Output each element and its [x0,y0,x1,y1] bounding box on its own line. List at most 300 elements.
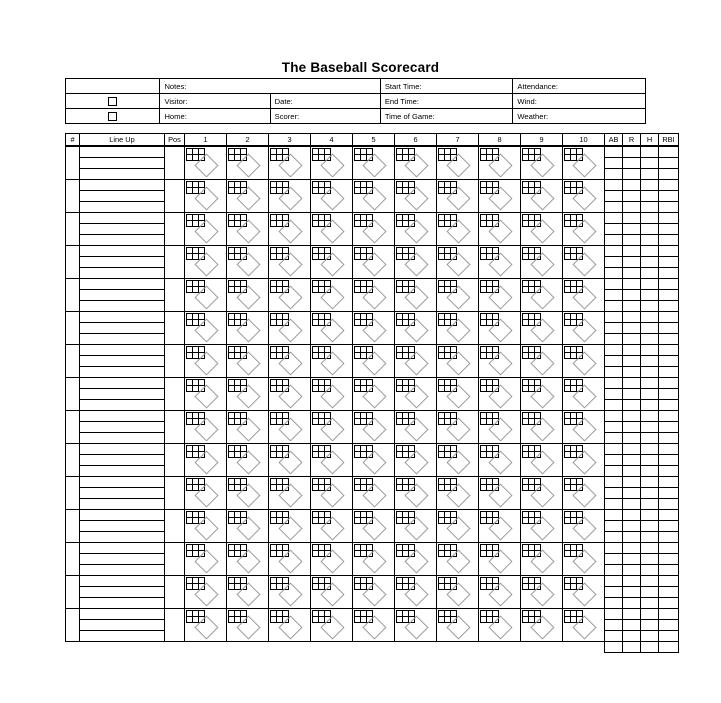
stat-cell-rbi[interactable] [659,334,679,345]
inning-cell[interactable] [311,312,353,345]
inning-cell[interactable] [227,146,269,180]
inning-cell[interactable] [353,543,395,576]
stat-cell-ab[interactable] [605,455,623,466]
stat-cell-r[interactable] [623,158,641,169]
inning-cell[interactable] [227,510,269,543]
inning-cell[interactable] [185,246,227,279]
stat-cell-h[interactable] [641,631,659,642]
inning-cell[interactable] [311,279,353,312]
inning-cell[interactable] [227,411,269,444]
stat-cell-ab[interactable] [605,565,623,576]
stat-cell-h[interactable] [641,532,659,543]
inning-cell[interactable] [521,312,563,345]
stat-cell-r[interactable] [623,598,641,609]
inning-cell[interactable] [479,510,521,543]
stat-cell-ab[interactable] [605,367,623,378]
inning-cell[interactable] [311,213,353,246]
stat-cell-r[interactable] [623,180,641,191]
stat-cell-h[interactable] [641,290,659,301]
stat-cell-rbi[interactable] [659,532,679,543]
stat-cell-h[interactable] [641,521,659,532]
stat-cell-ab[interactable] [605,202,623,213]
stat-cell-ab[interactable] [605,466,623,477]
inning-cell[interactable] [227,279,269,312]
stat-cell-r[interactable] [623,268,641,279]
inning-cell[interactable] [395,378,437,411]
lineup-name-cell[interactable] [80,202,165,213]
inning-cell[interactable] [185,345,227,378]
player-number-cell[interactable] [66,444,80,477]
inning-cell[interactable] [227,213,269,246]
stat-cell-ab[interactable] [605,433,623,444]
inning-cell[interactable] [437,180,479,213]
stat-cell-r[interactable] [623,213,641,224]
inning-cell[interactable] [563,543,605,576]
stat-cell-h[interactable] [641,301,659,312]
inning-cell[interactable] [563,180,605,213]
inning-cell[interactable] [395,213,437,246]
inning-cell[interactable] [395,180,437,213]
player-position-cell[interactable] [165,576,185,609]
stat-cell-rbi[interactable] [659,620,679,631]
stat-cell-rbi[interactable] [659,312,679,323]
inning-cell[interactable] [227,543,269,576]
inning-cell[interactable] [479,378,521,411]
lineup-name-cell[interactable] [80,400,165,411]
inning-cell[interactable] [185,576,227,609]
lineup-name-cell[interactable] [80,609,165,620]
stat-cell-ab[interactable] [605,191,623,202]
stat-cell-ab[interactable] [605,510,623,521]
inning-cell[interactable] [353,378,395,411]
stat-cell-rbi[interactable] [659,565,679,576]
stat-cell-rbi[interactable] [659,521,679,532]
stat-cell-h[interactable] [641,543,659,554]
inning-cell[interactable] [479,543,521,576]
inning-cell[interactable] [353,246,395,279]
stat-cell-h[interactable] [641,191,659,202]
inning-cell[interactable] [269,609,311,642]
inning-cell[interactable] [563,477,605,510]
inning-cell[interactable] [521,543,563,576]
stat-cell-r[interactable] [623,532,641,543]
player-number-cell[interactable] [66,576,80,609]
field-timeofgame[interactable] [380,109,513,124]
inning-cell[interactable] [563,510,605,543]
player-number-cell[interactable] [66,477,80,510]
inning-cell[interactable] [437,609,479,642]
stat-cell-rbi[interactable] [659,301,679,312]
stat-cell-r[interactable] [623,257,641,268]
stat-cell-r[interactable] [623,312,641,323]
stat-cell-ab[interactable] [605,235,623,246]
lineup-name-cell[interactable] [80,146,165,158]
inning-cell[interactable] [185,213,227,246]
lineup-name-cell[interactable] [80,389,165,400]
stat-cell-rbi[interactable] [659,609,679,620]
stat-cell-ab[interactable] [605,543,623,554]
inning-cell[interactable] [395,609,437,642]
lineup-name-cell[interactable] [80,213,165,224]
inning-cell[interactable] [185,146,227,180]
field-notes[interactable] [160,79,380,94]
inning-cell[interactable] [521,213,563,246]
inning-cell[interactable] [563,312,605,345]
inning-cell[interactable] [521,345,563,378]
inning-cell[interactable] [353,213,395,246]
inning-cell[interactable] [269,146,311,180]
stat-cell-h[interactable] [641,268,659,279]
inning-cell[interactable] [395,411,437,444]
inning-cell[interactable] [311,510,353,543]
checkbox-icon[interactable] [108,97,117,106]
lineup-name-cell[interactable] [80,268,165,279]
player-number-cell[interactable] [66,345,80,378]
inning-cell[interactable] [185,312,227,345]
stat-cell-ab[interactable] [605,246,623,257]
lineup-name-cell[interactable] [80,158,165,169]
inning-cell[interactable] [563,444,605,477]
inning-cell[interactable] [185,510,227,543]
stat-cell-r[interactable] [623,477,641,488]
inning-cell[interactable] [311,609,353,642]
stat-cell-r[interactable] [623,422,641,433]
stat-cell-rbi[interactable] [659,356,679,367]
stat-cell-r[interactable] [623,543,641,554]
lineup-name-cell[interactable] [80,499,165,510]
inning-cell[interactable] [437,246,479,279]
inning-cell[interactable] [395,345,437,378]
stat-cell-ab[interactable] [605,576,623,587]
totals-cell-h[interactable] [641,642,659,653]
stat-cell-rbi[interactable] [659,268,679,279]
stat-cell-ab[interactable] [605,444,623,455]
inning-cell[interactable] [437,576,479,609]
player-number-cell[interactable] [66,378,80,411]
inning-cell[interactable] [479,444,521,477]
inning-cell[interactable] [311,146,353,180]
stat-cell-r[interactable] [623,356,641,367]
inning-cell[interactable] [437,279,479,312]
stat-cell-r[interactable] [623,466,641,477]
inning-cell[interactable] [395,312,437,345]
inning-cell[interactable] [353,279,395,312]
stat-cell-rbi[interactable] [659,510,679,521]
stat-cell-rbi[interactable] [659,389,679,400]
stat-cell-h[interactable] [641,146,659,158]
inning-cell[interactable] [395,510,437,543]
stat-cell-ab[interactable] [605,213,623,224]
stat-cell-h[interactable] [641,620,659,631]
stat-cell-r[interactable] [623,587,641,598]
inning-cell[interactable] [395,279,437,312]
inning-cell[interactable] [479,180,521,213]
field-visitor[interactable] [160,94,270,109]
stat-cell-ab[interactable] [605,378,623,389]
player-number-cell[interactable] [66,146,80,180]
inning-cell[interactable] [437,411,479,444]
stat-cell-rbi[interactable] [659,554,679,565]
inning-cell[interactable] [521,576,563,609]
inning-cell[interactable] [185,279,227,312]
stat-cell-rbi[interactable] [659,466,679,477]
inning-cell[interactable] [521,246,563,279]
inning-cell[interactable] [563,576,605,609]
inning-cell[interactable] [269,477,311,510]
inning-cell[interactable] [563,345,605,378]
stat-cell-rbi[interactable] [659,543,679,554]
lineup-name-cell[interactable] [80,598,165,609]
totals-cell-ab[interactable] [605,642,623,653]
inning-cell[interactable] [437,477,479,510]
stat-cell-h[interactable] [641,466,659,477]
stat-cell-h[interactable] [641,488,659,499]
stat-cell-ab[interactable] [605,312,623,323]
stat-cell-r[interactable] [623,499,641,510]
stat-cell-rbi[interactable] [659,631,679,642]
stat-cell-r[interactable] [623,433,641,444]
stat-cell-h[interactable] [641,576,659,587]
inning-cell[interactable] [563,279,605,312]
inning-cell[interactable] [227,477,269,510]
stat-cell-h[interactable] [641,444,659,455]
stat-cell-r[interactable] [623,631,641,642]
inning-cell[interactable] [437,378,479,411]
stat-cell-ab[interactable] [605,609,623,620]
stat-cell-ab[interactable] [605,521,623,532]
inning-cell[interactable] [185,444,227,477]
field-weather[interactable] [513,109,646,124]
inning-cell[interactable] [353,146,395,180]
player-position-cell[interactable] [165,411,185,444]
field-scorer[interactable] [270,109,380,124]
lineup-name-cell[interactable] [80,301,165,312]
stat-cell-r[interactable] [623,400,641,411]
stat-cell-ab[interactable] [605,290,623,301]
stat-cell-h[interactable] [641,334,659,345]
inning-cell[interactable] [353,345,395,378]
stat-cell-rbi[interactable] [659,433,679,444]
stat-cell-r[interactable] [623,411,641,422]
inning-cell[interactable] [353,576,395,609]
stat-cell-r[interactable] [623,521,641,532]
lineup-name-cell[interactable] [80,312,165,323]
stat-cell-ab[interactable] [605,257,623,268]
inning-cell[interactable] [185,543,227,576]
inning-cell[interactable] [479,477,521,510]
player-number-cell[interactable] [66,510,80,543]
inning-cell[interactable] [269,312,311,345]
stat-cell-rbi[interactable] [659,345,679,356]
stat-cell-r[interactable] [623,576,641,587]
player-number-cell[interactable] [66,543,80,576]
stat-cell-ab[interactable] [605,620,623,631]
stat-cell-h[interactable] [641,411,659,422]
inning-cell[interactable] [437,312,479,345]
player-number-cell[interactable] [66,609,80,642]
inning-cell[interactable] [185,609,227,642]
inning-cell[interactable] [479,146,521,180]
lineup-name-cell[interactable] [80,257,165,268]
inning-cell[interactable] [227,444,269,477]
stat-cell-ab[interactable] [605,158,623,169]
stat-cell-h[interactable] [641,598,659,609]
inning-cell[interactable] [395,246,437,279]
inning-cell[interactable] [269,378,311,411]
inning-cell[interactable] [269,213,311,246]
inning-cell[interactable] [185,180,227,213]
stat-cell-r[interactable] [623,554,641,565]
inning-cell[interactable] [185,411,227,444]
stat-cell-rbi[interactable] [659,587,679,598]
inning-cell[interactable] [563,609,605,642]
stat-cell-rbi[interactable] [659,290,679,301]
stat-cell-h[interactable] [641,455,659,466]
team-checkbox-cell[interactable] [66,94,160,109]
inning-cell[interactable] [353,180,395,213]
stat-cell-rbi[interactable] [659,169,679,180]
inning-cell[interactable] [521,411,563,444]
field-starttime[interactable] [380,79,513,94]
lineup-name-cell[interactable] [80,521,165,532]
stat-cell-r[interactable] [623,224,641,235]
inning-cell[interactable] [521,146,563,180]
stat-cell-ab[interactable] [605,345,623,356]
inning-cell[interactable] [437,146,479,180]
inning-cell[interactable] [521,180,563,213]
stat-cell-ab[interactable] [605,422,623,433]
stat-cell-r[interactable] [623,345,641,356]
stat-cell-r[interactable] [623,334,641,345]
lineup-name-cell[interactable] [80,620,165,631]
stat-cell-r[interactable] [623,444,641,455]
stat-cell-h[interactable] [641,235,659,246]
inning-cell[interactable] [353,609,395,642]
stat-cell-ab[interactable] [605,224,623,235]
stat-cell-ab[interactable] [605,532,623,543]
stat-cell-r[interactable] [623,620,641,631]
inning-cell[interactable] [521,477,563,510]
inning-cell[interactable] [563,246,605,279]
stat-cell-h[interactable] [641,279,659,290]
inning-cell[interactable] [311,411,353,444]
field-attendance[interactable] [513,79,646,94]
lineup-name-cell[interactable] [80,411,165,422]
inning-cell[interactable] [269,180,311,213]
inning-cell[interactable] [227,180,269,213]
inning-cell[interactable] [269,543,311,576]
inning-cell[interactable] [521,609,563,642]
stat-cell-r[interactable] [623,609,641,620]
lineup-name-cell[interactable] [80,180,165,191]
stat-cell-ab[interactable] [605,477,623,488]
inning-cell[interactable] [479,411,521,444]
stat-cell-h[interactable] [641,356,659,367]
totals-cell-rbi[interactable] [659,642,679,653]
stat-cell-r[interactable] [623,455,641,466]
inning-cell[interactable] [227,312,269,345]
player-position-cell[interactable] [165,246,185,279]
stat-cell-r[interactable] [623,191,641,202]
stat-cell-h[interactable] [641,158,659,169]
stat-cell-rbi[interactable] [659,367,679,378]
stat-cell-h[interactable] [641,312,659,323]
lineup-name-cell[interactable] [80,576,165,587]
stat-cell-ab[interactable] [605,488,623,499]
stat-cell-rbi[interactable] [659,499,679,510]
stat-cell-h[interactable] [641,180,659,191]
inning-cell[interactable] [479,345,521,378]
inning-cell[interactable] [479,246,521,279]
lineup-name-cell[interactable] [80,455,165,466]
inning-cell[interactable] [353,477,395,510]
stat-cell-h[interactable] [641,499,659,510]
inning-cell[interactable] [311,180,353,213]
lineup-name-cell[interactable] [80,334,165,345]
inning-cell[interactable] [311,576,353,609]
stat-cell-rbi[interactable] [659,279,679,290]
lineup-name-cell[interactable] [80,345,165,356]
inning-cell[interactable] [311,246,353,279]
stat-cell-h[interactable] [641,422,659,433]
player-number-cell[interactable] [66,213,80,246]
stat-cell-ab[interactable] [605,400,623,411]
inning-cell[interactable] [437,510,479,543]
lineup-name-cell[interactable] [80,191,165,202]
stat-cell-rbi[interactable] [659,378,679,389]
inning-cell[interactable] [227,378,269,411]
player-position-cell[interactable] [165,477,185,510]
inning-cell[interactable] [395,146,437,180]
stat-cell-rbi[interactable] [659,455,679,466]
stat-cell-h[interactable] [641,169,659,180]
inning-cell[interactable] [521,510,563,543]
inning-cell[interactable] [563,378,605,411]
player-position-cell[interactable] [165,213,185,246]
stat-cell-ab[interactable] [605,356,623,367]
lineup-name-cell[interactable] [80,246,165,257]
stat-cell-h[interactable] [641,202,659,213]
player-position-cell[interactable] [165,345,185,378]
inning-cell[interactable] [437,444,479,477]
inning-cell[interactable] [395,576,437,609]
stat-cell-ab[interactable] [605,334,623,345]
field-endtime[interactable] [380,94,513,109]
stat-cell-h[interactable] [641,246,659,257]
inning-cell[interactable] [479,576,521,609]
stat-cell-r[interactable] [623,146,641,158]
inning-cell[interactable] [395,543,437,576]
player-position-cell[interactable] [165,543,185,576]
inning-cell[interactable] [269,246,311,279]
lineup-name-cell[interactable] [80,554,165,565]
stat-cell-ab[interactable] [605,146,623,158]
lineup-name-cell[interactable] [80,510,165,521]
lineup-name-cell[interactable] [80,466,165,477]
inning-cell[interactable] [227,246,269,279]
stat-cell-r[interactable] [623,279,641,290]
stat-cell-h[interactable] [641,224,659,235]
inning-cell[interactable] [269,411,311,444]
stat-cell-r[interactable] [623,565,641,576]
inning-cell[interactable] [479,312,521,345]
stat-cell-ab[interactable] [605,389,623,400]
inning-cell[interactable] [395,444,437,477]
stat-cell-h[interactable] [641,554,659,565]
inning-cell[interactable] [521,378,563,411]
inning-cell[interactable] [227,576,269,609]
stat-cell-rbi[interactable] [659,488,679,499]
